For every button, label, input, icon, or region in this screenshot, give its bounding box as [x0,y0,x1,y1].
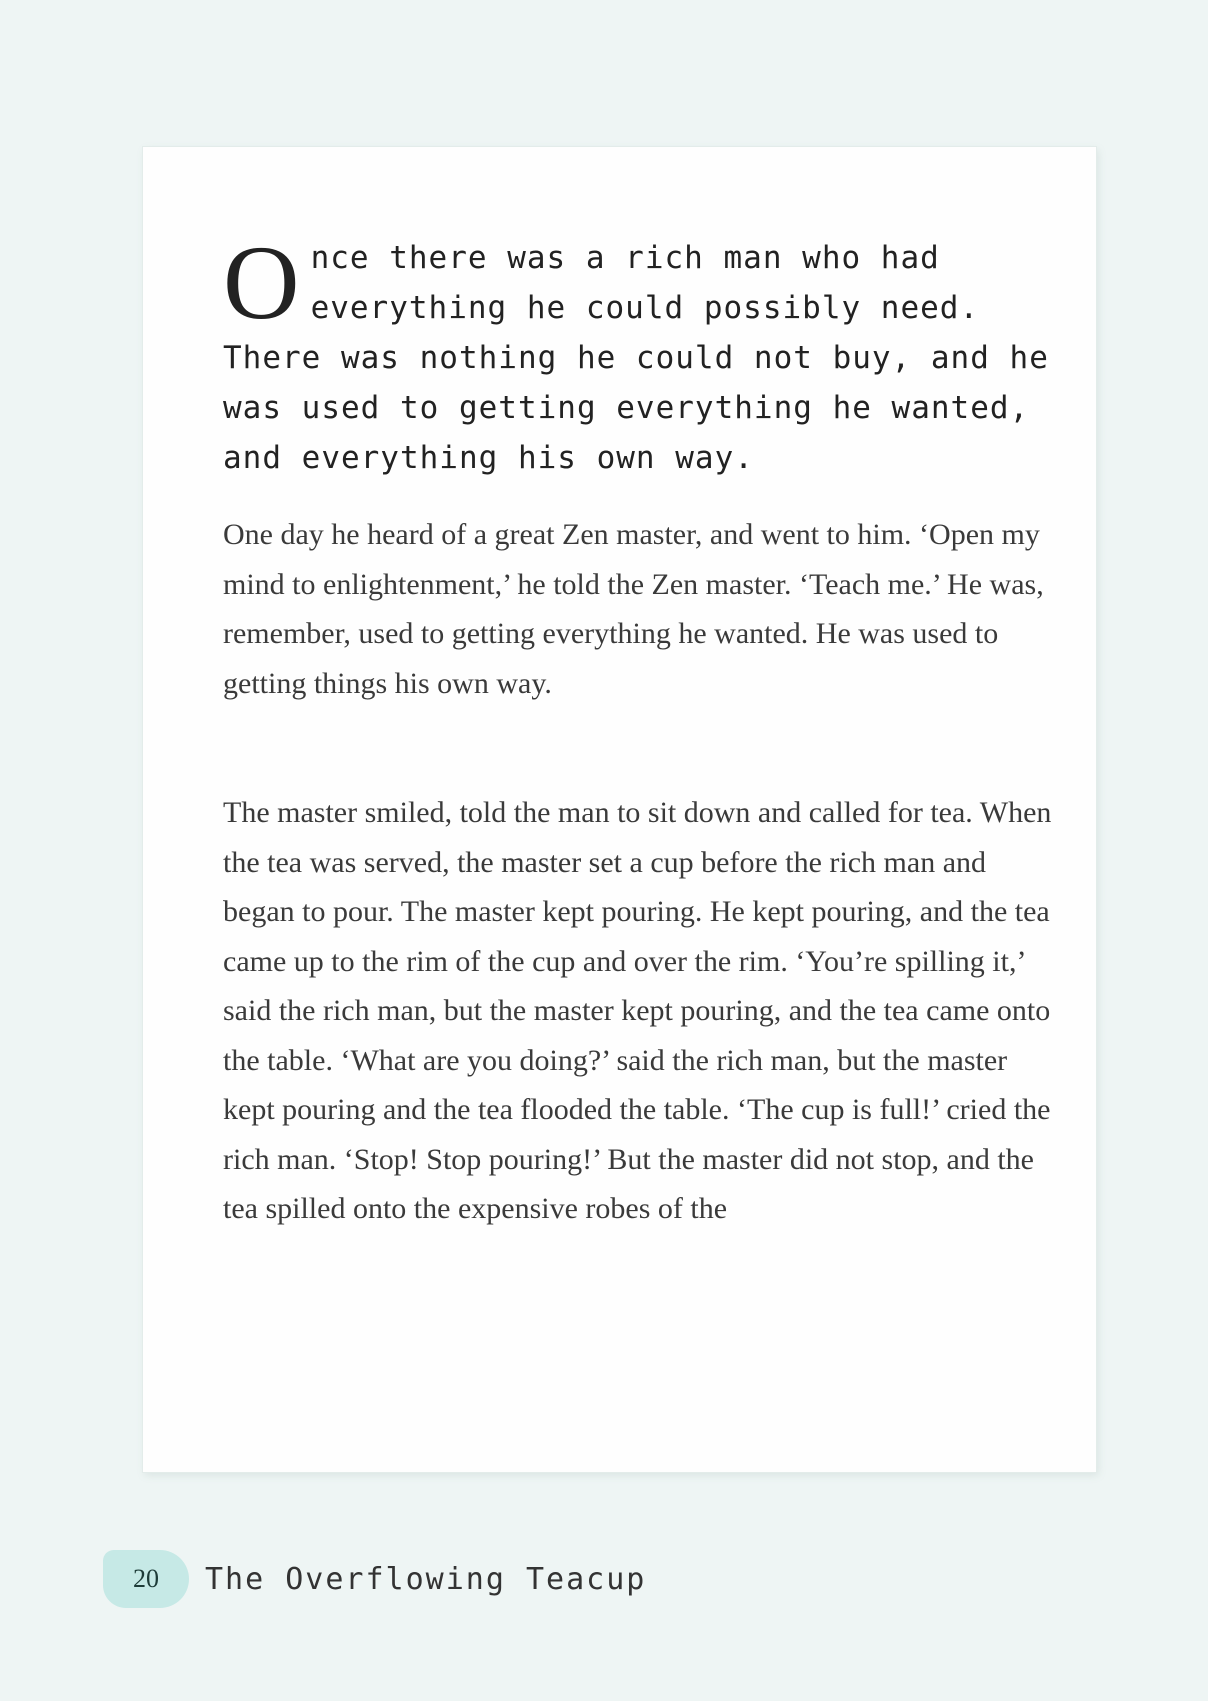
drop-cap: O [223,224,301,341]
intro-paragraph [223,224,1063,483]
body-paragraph-1: One day he heard of a great Zen master, and went to him. ‘Open my mind to enlightenment,’ he told the Zen master. ‘Teach me.’ He was, remember, used to getting everything he wanted. He was used to getting things his own way. [223,518,1044,700]
body-paragraph-2: The master smiled, told the man to sit down and called for tea. When the tea was served, the master set a cup before the rich man and began to pour. The master kept pouring. He kept pouring, and the tea came up to the rim of the cup and over the rim. ‘You’re spilling it,’ said the rich man, but the master kept pouring, and the tea came onto the table. ‘What are you doing?’ said the rich man, but the master kept pouring and the tea flooded the table. ‘The cup is full!’ cried the rich man. ‘Stop! Stop pouring!’ But the master did not stop, and the tea spilled onto the expensive robes of the [223,796,1052,1225]
page-footer [103,1550,646,1608]
running-title: The Overflowing Teacup [205,1561,647,1597]
page-number: 20 [133,1564,159,1593]
page-number-tab [103,1550,189,1608]
page-card [143,147,1096,1472]
intro-text: nce there was a rich man who had everything he could possibly need. There was nothing he could not buy, and he was used to getting everything he wanted, and everything his own way. [223,240,1049,476]
